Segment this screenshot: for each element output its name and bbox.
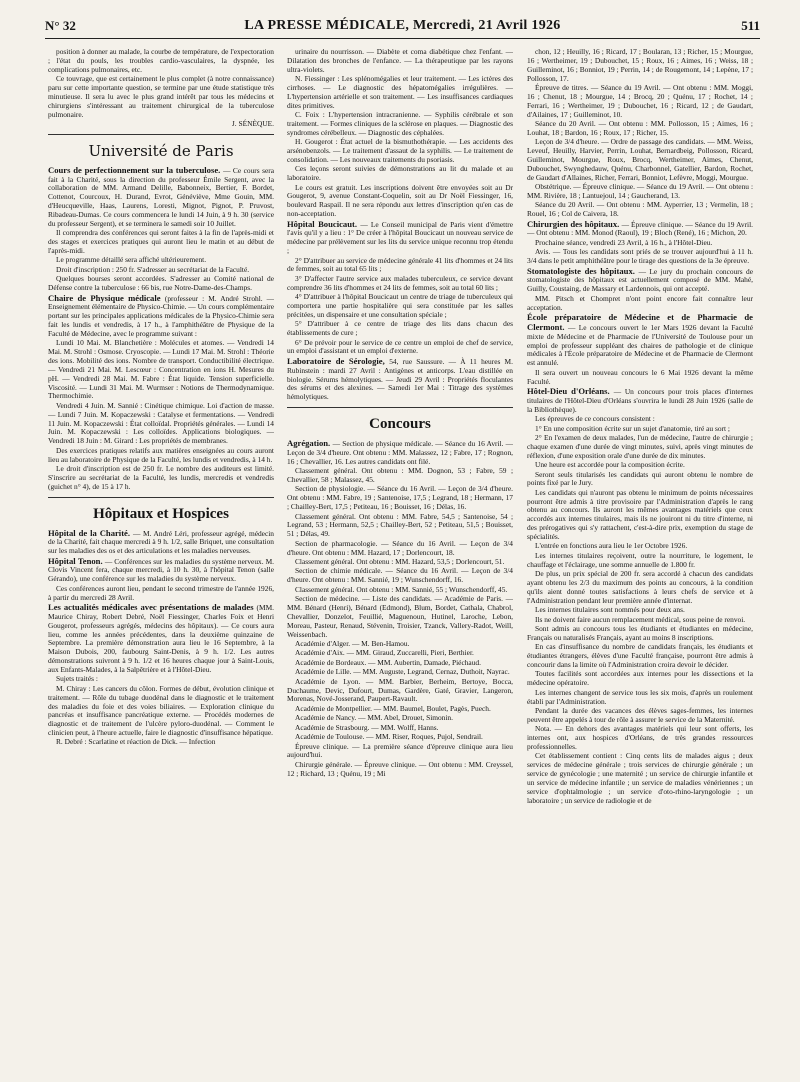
news-item bbox=[527, 489, 753, 542]
paragraph-text: Les internes changent de service tous les six mois, d'après un roulement établi par l'Administration. bbox=[527, 687, 753, 706]
news-item bbox=[287, 293, 513, 320]
paragraph-text: Obstétrique. — Épreuve clinique. — Séance du 19 Avril. — Ont obtenu : MM. Rivière, 18 ; Lantuejoul, 14 ; Gaucherand, 13. bbox=[527, 182, 753, 200]
section-rule bbox=[48, 497, 274, 498]
paragraph-text: MM. Pitsch et Chompret n'ont point encore fait connaître leur acceptation. bbox=[527, 293, 753, 312]
paragraph-text: Section de pharmacologie. — Séance du 16 Avril. — Leçon de 3/4 d'heure. Ont obtenu : MM. Hazard, 17 ; Dorlencourt, 18. bbox=[287, 538, 513, 557]
news-item bbox=[287, 761, 513, 779]
article-paragraph: position à donner au malade, la courbe de température, de l'expectoration ; l'état du pouls, les troubles cardio-vasculaires, la dyspnée, les complications pulmonaires, etc. bbox=[48, 48, 274, 74]
paragraph-text: Académie de Lyon. — MM. Barbier, Berheim, Bertoye, Bocca, Duchaume, Devic, Dufourt, Dumas, Gardère, Gaté, Gravier, Langeron, Morenas, Nové-Josserand, Paupert-Ravault. bbox=[287, 676, 513, 704]
news-item bbox=[527, 48, 753, 83]
paragraph-text: Classement général. Ont obtenu : MM. Dognon, 53 ; Fabre, 59 ; Chevallier, 58 ; Malassez, 45. bbox=[287, 466, 513, 484]
news-item bbox=[287, 467, 513, 485]
news-item bbox=[527, 752, 753, 805]
news-item bbox=[48, 294, 274, 339]
paragraph-text: Les épreuves de ce concours consistent : bbox=[535, 414, 655, 424]
paragraph-text: H. Gougerot : État actuel de la bismuthothérapie. — Les accidents des arsénobenzols. — Le traitement d'assaut de la syphilis. — Le traitement de consolidation. — Les nouveaux traitements du psoriasis. bbox=[287, 137, 513, 164]
paragraph-text: chon, 12 ; Heuilly, 16 ; Ricard, 17 ; Boularan, 13 ; Richer, 15 ; Mourgue, 16 ; Wertheimer, 19 ; Dubouchet, 15 ; Roux, 16 ; Aimes, 16 ; Weiss, 18 ; Guilleminot, 16 ; Bonniot, 19 ; Perrin, 14 ; de Rougemont, 14 ; Lepène, 17 ; Pollosson, 17. bbox=[527, 48, 753, 83]
paragraph-text: 3° D'affecter l'autre service aux malades tuberculeux, ce service devant comprendre 36 lits d'hommes et 24 lits de femmes, soit au total 60 lits ; bbox=[287, 273, 513, 292]
news-item bbox=[48, 585, 274, 603]
section-rule bbox=[287, 407, 513, 408]
news-item bbox=[48, 465, 274, 492]
news-item bbox=[48, 603, 274, 675]
paragraph-text: Section de physiologie. — Séance du 16 Avril. — Leçon de 3/4 d'heure. Ont obtenu : MM. Fabre, 19 ; Santenoise, 17,5 ; Legrand, 18 ; Hermann, 17 ; Chailley-Bert, 17,5 ; Petiteau, 16 ; Bouisset, 16 ; Délas, 16. bbox=[287, 484, 513, 512]
paragraph-text: Quelques bourses seront accordées. S'adresser au Comité national de Défense contre la tuberculose : 66 bis, rue Notre-Dame-des-Champs. bbox=[48, 274, 274, 293]
paragraph-heading: Chirurgien des hôpitaux. bbox=[527, 218, 622, 229]
paragraph-text: Classement général. Ont obtenu : MM. Sannié, 55 ; Wunschendorff, 45. bbox=[295, 584, 508, 594]
paragraph-text: 54, rue Saussure. — À 11 heures M. Rubinstein : mardi 27 Avril : Antigènes et anticorps. L'eau distillée en biologie. Sérums hémolytiques. — Jeudi 29 Avril : Propriétés floculantes des sérums et des alexines. — Samedi 1er Mai : Titrage des systèmes hémolytiques. bbox=[287, 356, 513, 402]
paragraph-text: Des exercices pratiques relatifs aux matières enseignées au cours auront lieu au laboratoire de Physique de la Faculté, les lundis et vendredis, à 14 h. bbox=[48, 445, 274, 464]
news-item bbox=[287, 567, 513, 585]
news-item bbox=[527, 183, 753, 201]
news-item bbox=[287, 220, 513, 256]
news-item bbox=[48, 529, 274, 557]
news-item bbox=[527, 369, 753, 387]
column-2 bbox=[287, 48, 513, 1078]
paragraph-text: — Un concours pour trois places d'internes titulaires de l'Hôtel-Dieu d'Orléans s'ouvrira le lundi 28 Juin 1926 (salle de la Bibliothèque). bbox=[527, 386, 753, 414]
news-item bbox=[287, 257, 513, 275]
paragraph-text: Séance du 20 Avril. — Ont obtenu : MM. Ayperrier, 13 ; Vermelin, 18 ; Rouel, 16 ; Col de Caivera, 18. bbox=[527, 200, 753, 219]
paragraph-text: Académie d'Alger. — M. Ben-Hamou. bbox=[295, 638, 410, 648]
paragraph-text: Sujets traités : bbox=[56, 674, 98, 684]
paragraph-text: N. Fiessinger : Les splénomégalies et leur traitement. — Les ictères des cirrhoses. — Le diagnostic des hépatomégalies irrégulières. — L'hypertension artérielle et son traitement. — Les insuffisances cardiaques dites primitives. bbox=[287, 74, 513, 110]
news-item bbox=[287, 595, 513, 639]
newspaper-title: LA PRESSE MÉDICALE, Mercredi, 21 Avril 1926 bbox=[244, 18, 561, 33]
column-3 bbox=[527, 48, 753, 1078]
paragraph-heading: Laboratoire de Sérologie, bbox=[287, 355, 390, 366]
news-item bbox=[287, 165, 513, 183]
paragraph-text: Ils ne doivent faire aucun remplacement médical, sous peine de renvoi. bbox=[535, 614, 746, 624]
news-item bbox=[527, 201, 753, 219]
paragraph-text: — Le jury du prochain concours de stomatologiste des hôpitaux est actuellement composé de MM. Mahé, Guilly, Coustaing, de Massary et Lardennois, qui ont accepté. bbox=[527, 266, 753, 294]
paragraph-heading: Chaire de Physique médicale bbox=[48, 292, 165, 303]
paragraph-text: — Le concours ouvert le 1er Mars 1926 devant la Faculté mixte de Médecine et de Pharmacie de l'Université de Toulouse pour un emploi de professeur suppléant des chaires de pathologie et de clinique médicales à l'École préparatoire de Médecine et de Pharmacie de Clermont est annulé. bbox=[527, 322, 753, 368]
paragraph-text: — Épreuve clinique. — Séance du 19 Avril. — Ont obtenu : MM. Monod (Raoul), 19 ; Bloch (René), 16 ; Michon, 20. bbox=[527, 219, 753, 238]
paragraph-heading: Agrégation. bbox=[287, 438, 333, 449]
paragraph-text: Section de médecine. — Liste des candidats. — Académie de Paris. — MM. Bénard (Henri), Bénard (Edmond), Blum, Bordet, Cathala, Chabrol, Chevallier, Donzelot, Feuillié, Maguenoun, Hutinel, Laroche, Lebon, Moreau, Pasteur, Renaud, Stévenin, Troisier, Tzanck, Vallery-Radot, Weill, Weissenbach. bbox=[287, 594, 513, 639]
paragraph-text: Classement général. Ont obtenu : MM. Fabre, 54,5 ; Santenoise, 54 ; Legrand, 53 ; Hermann, 52,5 ; Chailley-Bert, 52 ; Petiteau, 51,5 ; Bouisset, 51 ; Délas, 49. bbox=[287, 511, 513, 539]
news-item bbox=[48, 685, 274, 738]
paragraph-text: Le cours est gratuit. Les inscriptions doivent être envoyées soit au Dr Gougerot, 9, avenue Constant-Coquelin, soit au Dr Noël Fiessinger, 16, boulevard Raspail. Il ne sera répondu aux lettres d'inscription qu'en cas de non-acceptation. bbox=[287, 182, 513, 219]
paragraph-text: Nota. — En dehors des avantages matériels qui leur sont offerts, les internes ont, aux hospices d'Orléans, de très grandes ressources professionnelles. bbox=[527, 724, 753, 751]
news-item bbox=[287, 138, 513, 165]
paragraph-text: Académie d'Aix. — MM. Giraud, Zuccarelli, Pieri, Berthier. bbox=[295, 648, 474, 658]
paragraph-text: Classement général. Ont obtenu : MM. Hazard, 53,5 ; Dorlencourt, 51. bbox=[295, 556, 505, 566]
issue-number: N° 32 bbox=[45, 18, 76, 33]
news-item bbox=[527, 625, 753, 643]
paragraph-text: C. Foix : L'hypertension intracranienne. — Syphilis cérébrale et son traitement. — Formes cliniques de la sclérose en plaques. — Diagnostic des syndromes cérébelleux. — Diagnostic des céphalées. bbox=[287, 110, 513, 137]
paragraph-heading: Hôpital de la Charité. bbox=[48, 527, 133, 538]
section-rule bbox=[48, 134, 274, 135]
paragraph-text: Académie de Strasbourg. — MM. Wolff, Hanns. bbox=[295, 722, 439, 732]
paragraph-text: 2° D'attribuer au service de médecine générale 41 lits d'hommes et 24 lits de femmes, soit au total 65 lits ; bbox=[287, 255, 513, 274]
news-item bbox=[287, 339, 513, 357]
paragraph-text: En cas d'insuffisance du nombre de candidats français, les étudiants et étudiantes étrangers, élèves d'une Faculté française, pourront être admis à concourir dans la limite où l'Administration croira devoir le décider. bbox=[527, 642, 753, 669]
paragraph-text: urinaire du nourrisson. — Diabète et coma diabétique chez l'enfant. — Dilatation des bronches de l'enfance. — La thérapeutique par les rayons ultra-violets. bbox=[287, 48, 513, 74]
paragraph-heading: Hôpital Boucicaut. bbox=[287, 218, 361, 229]
news-item bbox=[527, 471, 753, 489]
paragraph-text: (MM. Maurice Chiray, Robert Debré, Noël Fiessinger, Charles Foix et Henri Gougerot, professeurs agrégés, médecins des hôpitaux). — Ce cours aura lieu, comme les années précédentes, dans la deuxième quinzaine de Septembre. La première démonstration aura lieu le 16 Septembre, à la Maison Dubois, 200, faubourg Saint-Denis, à 9 h. 1/2. Les autres démonstrations suivront à 9 h. 1/2 et 16 heures chaque jour à Saint-Louis, aux Enfants-Malades, à la Salpêtrière et à l'Hôtel-Dieu. bbox=[48, 603, 274, 674]
paragraph-text: Académie de Bordeaux. — MM. Aubertin, Damade, Piéchaud. bbox=[295, 657, 481, 667]
news-item bbox=[48, 738, 274, 747]
paragraph-text: Toutes facilités sont accordées aux internes pour les dissections et la médecine opératoire. bbox=[527, 669, 753, 688]
news-item bbox=[287, 48, 513, 75]
news-item bbox=[527, 725, 753, 752]
news-item bbox=[527, 387, 753, 415]
news-item bbox=[48, 166, 274, 229]
paragraph-text: Cet établissement contient : Cinq cents lits de malades aigus ; deux services de médecine générale ; trois services de chirurgie générale ; un service de gynécologie ; une maternité ; un service de chirurgie infantile et un service de médecine infantile ; un service de maladies vénériennes ; un service d'ophtalmologie ; un service d'oto-rhino-laryngologie ; un laboratoire ; un service de radiologie et de bbox=[527, 751, 753, 805]
news-item bbox=[527, 707, 753, 725]
news-item bbox=[287, 678, 513, 705]
paragraph-heading: Hôtel-Dieu d'Orléans. bbox=[527, 385, 614, 396]
paragraph-heading: Stomatologiste des hôpitaux. bbox=[527, 265, 639, 276]
paragraph-text: (professeur : M. André Strohl. — Enseignement élémentaire de Physico-Chimie. — Un cours complémentaire portant sur les principales applications médicales de la Physico-Chimie sera fait les lundis et vendredis, à 17 h., à l'amphithéâtre de Physique de la Faculté de Médecine, avec le programme suivant : bbox=[48, 293, 274, 338]
news-item bbox=[287, 439, 513, 467]
paragraph-text: Sont admis au concours tous les étudiants et étudiantes en médecine, Français ou naturalisés Français, ayant au moins 8 inscriptions. bbox=[527, 624, 753, 642]
paragraph-heading: Hôpital Tenon. bbox=[48, 555, 105, 566]
signature: J. SÉNÈQUE. bbox=[231, 118, 274, 128]
paragraph-text: Les internes titulaires sont nommés pour deux ans. bbox=[535, 605, 685, 615]
news-item bbox=[287, 320, 513, 338]
news-item bbox=[48, 447, 274, 465]
paragraph-text: Les candidats qui n'auront pas obtenu le minimum de points nécessaires pourront être admis à titre provisoire par l'Administration d'après le rang obtenu au concours. Ils auront les mêmes avantages matériels que ceux accordés aux internes titulaires, mais ils ne jouiront ni du titre d'interne, ni des prérogatives qui s'y rattachent, c'est-à-dire prix, exemption du stage de spécialités. bbox=[527, 487, 753, 541]
news-item bbox=[527, 248, 753, 266]
paragraph-text: — Conférences sur les maladies du système nerveux. M. Clovis Vincent fera, chaque mercredi, à 10 h. 30, à l'hôpital Tenon (salle Gérando), une conférence sur les maladies du système nerveux. bbox=[48, 556, 274, 584]
section-title-concours: Concours bbox=[369, 416, 431, 433]
paragraph-text: Épreuve clinique. — La première séance d'épreuve clinique aura lieu aujourd'hui. bbox=[287, 741, 513, 760]
paragraph-text: Ces conférences auront lieu, pendant le second trimestre de l'année 1926, à partir du mercredi 28 Avril. bbox=[48, 583, 274, 602]
article-paragraph: Ce touvrage, que est certainement le plus complet (à notre connaissance) paru sur cette importante question, se termine par une étude statistique très minutieuse. Il sera lu avec le plus grand intérêt par tous les médecins et chirurgiens s'intéressant au traitement chirurgical de la tuberculose pulmonaire. bbox=[48, 74, 274, 119]
paragraph-text: Avis. — Tous les candidats sont priés de se trouver aujourd'hui à 11 h. 3/4 dans le petit amphithéâtre pour le tirage des questions de la 3e épreuve. bbox=[527, 247, 753, 266]
news-item bbox=[527, 670, 753, 688]
news-item bbox=[287, 357, 513, 402]
paragraph-text: Section de chimie médicale. — Séance du 16 Avril. — Leçon de 3/4 d'heure. Ont obtenu : MM. Sannié, 19 ; Wunschendorff, 16. bbox=[287, 566, 513, 585]
paragraph-heading: Cours de perfectionnement sur la tuberculose. bbox=[48, 164, 224, 175]
paragraph-text: De plus, un prix spécial de 200 fr. sera accordé à chacun des candidats ayant obtenu les 2/3 du maximum des points au concours, à la condition qu'ils aient donné toutes satisfactions à leurs chefs de service et à l'Administration pendant leur première année d'internat. bbox=[527, 569, 753, 605]
paragraph-text: 4° D'attribuer à l'hôpital Boucicaut un centre de triage de tuberculeux qui comportera une partie hospitalière qui sera constituée par les salles précitées, un dispensaire et une consultation spéciale ; bbox=[287, 292, 513, 319]
column-1 bbox=[48, 48, 274, 1078]
news-item bbox=[527, 643, 753, 670]
page-number: 511 bbox=[741, 18, 760, 33]
news-item bbox=[527, 552, 753, 570]
paragraph-text: Seront seuls titularisés les candidats qui auront obtenu le nombre de points fixé par le Jury. bbox=[527, 469, 753, 488]
news-item bbox=[287, 743, 513, 761]
paragraph-text: R. Debré : Scarlatine et réaction de Dick. — Infection bbox=[56, 737, 216, 747]
paragraph-text: M. Chiray : Les cancers du côlon. Formes de début, évolution clinique et traitement. — Rôle du tubage duodénal dans le diagnostic et le traitement des maladies du foie et des voies biliaires. — Exploration clinique du pancréas et insuffisance pancréatique externe. — Procédés modernes de diagnostic et de traitement de l'ulcère pyloro-duodénal. — Comment le clinicien peut, à l'heure actuelle, faire le diagnostic d'insuffisance hépatique. bbox=[48, 683, 274, 738]
paragraph-text: Académie de Toulouse. — MM. Riser, Roques, Pujol, Sendrail. bbox=[295, 732, 483, 742]
paragraph-text: 6° De prévoir pour le service de ce centre un emploi de chef de service, un emploi d'assistant et un emploi d'externe. bbox=[287, 337, 513, 356]
paragraph-text: 1° En une composition écrite sur un sujet d'anatomie, tiré au sort ; bbox=[535, 423, 730, 433]
news-item bbox=[527, 220, 753, 239]
news-item bbox=[287, 75, 513, 110]
news-item bbox=[287, 111, 513, 138]
news-item bbox=[48, 339, 274, 401]
paragraph-text: 2° En l'examen de deux malades, l'un de médecine, l'autre de chirurgie ; chaque examen d'une durée de vingt minutes, suivi, après vingt minutes de réflexion, d'une exposition orale d'une durée de dix minutes. bbox=[527, 432, 753, 460]
paragraph-text: 5° D'attribuer à ce centre de triage des lits dans chacun des établissements de cure ; bbox=[287, 319, 513, 338]
paragraph-text: Il sera ouvert un nouveau concours le 6 Mai 1926 devant la même Faculté. bbox=[527, 367, 753, 386]
paragraph-text: — Ce cours sera fait à la Charité, sous la direction du professeur Émile Sergent, avec la collaboration de MM. Armand Delille, Babonneix, Bertier, F. Bordet, Cottenot, Courcoux, H. Durand, Evrot, Généviève, Mme Gouin, MM. d'Heucqueville, Haas, Laurens, Loresti, Mignot, Pignot, P. Pruvost, Ribadeau-Dumas. Ce cours commencera le lundi 14 Juin, à 9 h. 30 (service du professeur Sergent), et se terminera le samedi soir 10 Juillet. bbox=[48, 165, 274, 228]
paragraph-text: L'entrée en fonctions aura lieu le 1er Octobre 1926. bbox=[535, 541, 688, 551]
paragraph-text: Épreuve de titres. — Séance du 19 Avril. — Ont obtenu : MM. Moggi, 16 ; Chenut, 18 ; Mourgue, 14 ; Brocq, 20 ; Quénu, 17 ; Rochet, 14 ; Ferrari, 16 ; Wertheimer, 19 ; Dubouchet, 16 ; Ricard, 12 ; de Gaudart, d'Ailaines, 17 ; Guilleminot, 10. bbox=[527, 82, 753, 119]
paragraph-text: Ces leçons seront suivies de démonstrations au lit du malade et au laboratoire. bbox=[287, 164, 513, 183]
news-item bbox=[48, 275, 274, 293]
paragraph-text: — Section de physique médicale. — Séance du 16 Avril. — Leçon de 3/4 d'heure. Ont obtenu : MM. Malassez, 12 ; Fabre, 17 ; Rognon, 16 ; Chevallier, 16. Les autres candidats ont filé. bbox=[287, 439, 513, 466]
paragraph-text: Le programme détaillé sera affiché ultérieurement. bbox=[56, 255, 207, 265]
news-item bbox=[527, 267, 753, 295]
news-item bbox=[527, 570, 753, 605]
section-title-universite: Université de Paris bbox=[88, 141, 234, 160]
paragraph-text: Académie de Montpellier. — MM. Baumel, Boulet, Pagès, Puech. bbox=[295, 703, 491, 713]
news-item bbox=[527, 295, 753, 313]
paragraph-text: Prochaine séance, vendredi 23 Avril, à 16 h., à l'Hôtel-Dieu. bbox=[535, 237, 713, 247]
section-title-hopitaux: Hôpitaux et Hospices bbox=[93, 505, 229, 522]
news-item bbox=[48, 557, 274, 585]
paragraph-heading: Les actualités médicales avec présentations de malades bbox=[48, 602, 257, 613]
news-item bbox=[287, 485, 513, 512]
masthead bbox=[45, 18, 760, 39]
news-item bbox=[287, 513, 513, 540]
news-item bbox=[287, 275, 513, 293]
news-item bbox=[287, 184, 513, 219]
paragraph-text: Lundi 10 Mai. M. Blanchetière : Molécules et atomes. — Vendredi 14 Mai. M. Strohl : Osmose. Cryoscopie. — Lundi 17 Mai. M. Strohl : Théorie des ions. Mobilité des ions. Nombre de transport. Conductibilité électrique. — Vendredi 21 Mai. M. Lescœur : Concentration en ions H. Mesures du pH. — Vendredi 28 Mai. M. Fabre : État liquide. Tension superficielle. Viscosité. — Lundi 31 Mai. M. Wurmser : Notions de Thermodynamique. Thermochimie. bbox=[48, 338, 274, 401]
paragraph-text: Séance du 20 Avril. — Ont obtenu : MM. Pollosson, 15 ; Aimes, 16 ; Louhat, 18 ; Bardon, 16 ; Roux, 17 ; Richer, 15. bbox=[527, 118, 753, 137]
news-item bbox=[527, 84, 753, 119]
paragraph-text: — Le Conseil municipal de Paris vient d'émettre l'avis qu'il y a lieu : 1° De créer à l'hôpital Boucicaut un nouveau service de médecine par prélèvement sur les lits du service unique reconnu trop étendu ; bbox=[287, 219, 513, 256]
paragraph-text: Le droit d'inscription est de 250 fr. Le nombre des auditeurs est limité. S'inscrire au secrétariat de la Faculté, les lundis, mercredis et vendredis (guichet n° 4), de 15 à 17 h. bbox=[48, 463, 274, 491]
news-item bbox=[527, 689, 753, 707]
paragraph-text: Chirurgie générale. — Épreuve clinique. — Ont obtenu : MM. Creyssel, 12 ; Richard, 13 ; Quénu, 19 ; Mi bbox=[287, 759, 513, 778]
paragraph-text: Les internes titulaires reçoivent, outre la nourriture, le logement, le chauffage et l'éclairage, une somme annuelle de 1.800 fr. bbox=[527, 550, 753, 569]
paragraph-text: Leçon de 3/4 d'heure. — Ordre de passage des candidats. — MM. Weiss, Leveuf, Heuilly, Harvier, Perrin, Louhat, Bernardbeig, Pollosson, Ricard, Guilleminot, Mourgue, Roux, Brocq, Wertheimer, Aimes, Chenut, Dubouchet, Swynghedauw, Quénu, Charbonnel, Gatellier, Bardon, Rochet, de Gaudart d'Allaines, Richer, Ferrari, Bonniot, Lefèvre, Moggi, Mourgue. bbox=[527, 137, 753, 182]
news-item bbox=[527, 120, 753, 138]
paragraph-text: Académie de Nancy. — MM. Abel, Drouet, Simonin. bbox=[295, 713, 453, 723]
news-item bbox=[48, 402, 274, 446]
paragraph-text: Droit d'inscription : 250 fr. S'adresser au secrétariat de la Faculté. bbox=[56, 264, 250, 274]
paragraph-text: Il comprendra des conférences qui seront faites à la fin de l'après-midi et des stages et exercices pratiques qui auront lieu le matin et au début de l'après-midi. bbox=[48, 228, 274, 255]
paragraph-text: Vendredi 4 Juin. M. Sannié : Cinétique chimique. Loi d'action de masse. — Lundi 7 Juin. M. Kopaczewski : Catalyse et fermentations. — Vendredi 11 Juin. M. Kopaczewski : État colloïdal. Propriétés générales. — Lundi 14 Juin. M. Kopaczewski : Les colloïdes. Applications biologiques. — Vendredi 18 Juin : M. Girard : Les propriétés de membranes. bbox=[48, 400, 274, 446]
news-item bbox=[48, 229, 274, 256]
news-item bbox=[527, 138, 753, 182]
paragraph-text: Académie de Lille. — MM. Auguste, Legrand, Cernaz, Duthoit, Nayrac. bbox=[295, 667, 510, 677]
news-item bbox=[287, 540, 513, 558]
paragraph-text: Pendant la durée des vacances des élèves sages-femmes, les internes peuvent être appelés à tour de rôle à assurer le service de la Maternité. bbox=[527, 705, 753, 724]
news-item bbox=[527, 434, 753, 461]
paragraph-text: — M. André Léri, professeur agrégé, médecin de la Charité, fait chaque mercredi à 9 h. 1/2, salle Briquet, une consultation sur les maladies des os et des articulations et les maladies nerveuses. bbox=[48, 528, 274, 556]
paragraph-text: Une heure est accordée pour la composition écrite. bbox=[535, 460, 685, 470]
paragraph-heading: École préparatoire de Médecine et de Pharmacie de Clermont. bbox=[527, 312, 753, 332]
news-item bbox=[527, 313, 753, 368]
